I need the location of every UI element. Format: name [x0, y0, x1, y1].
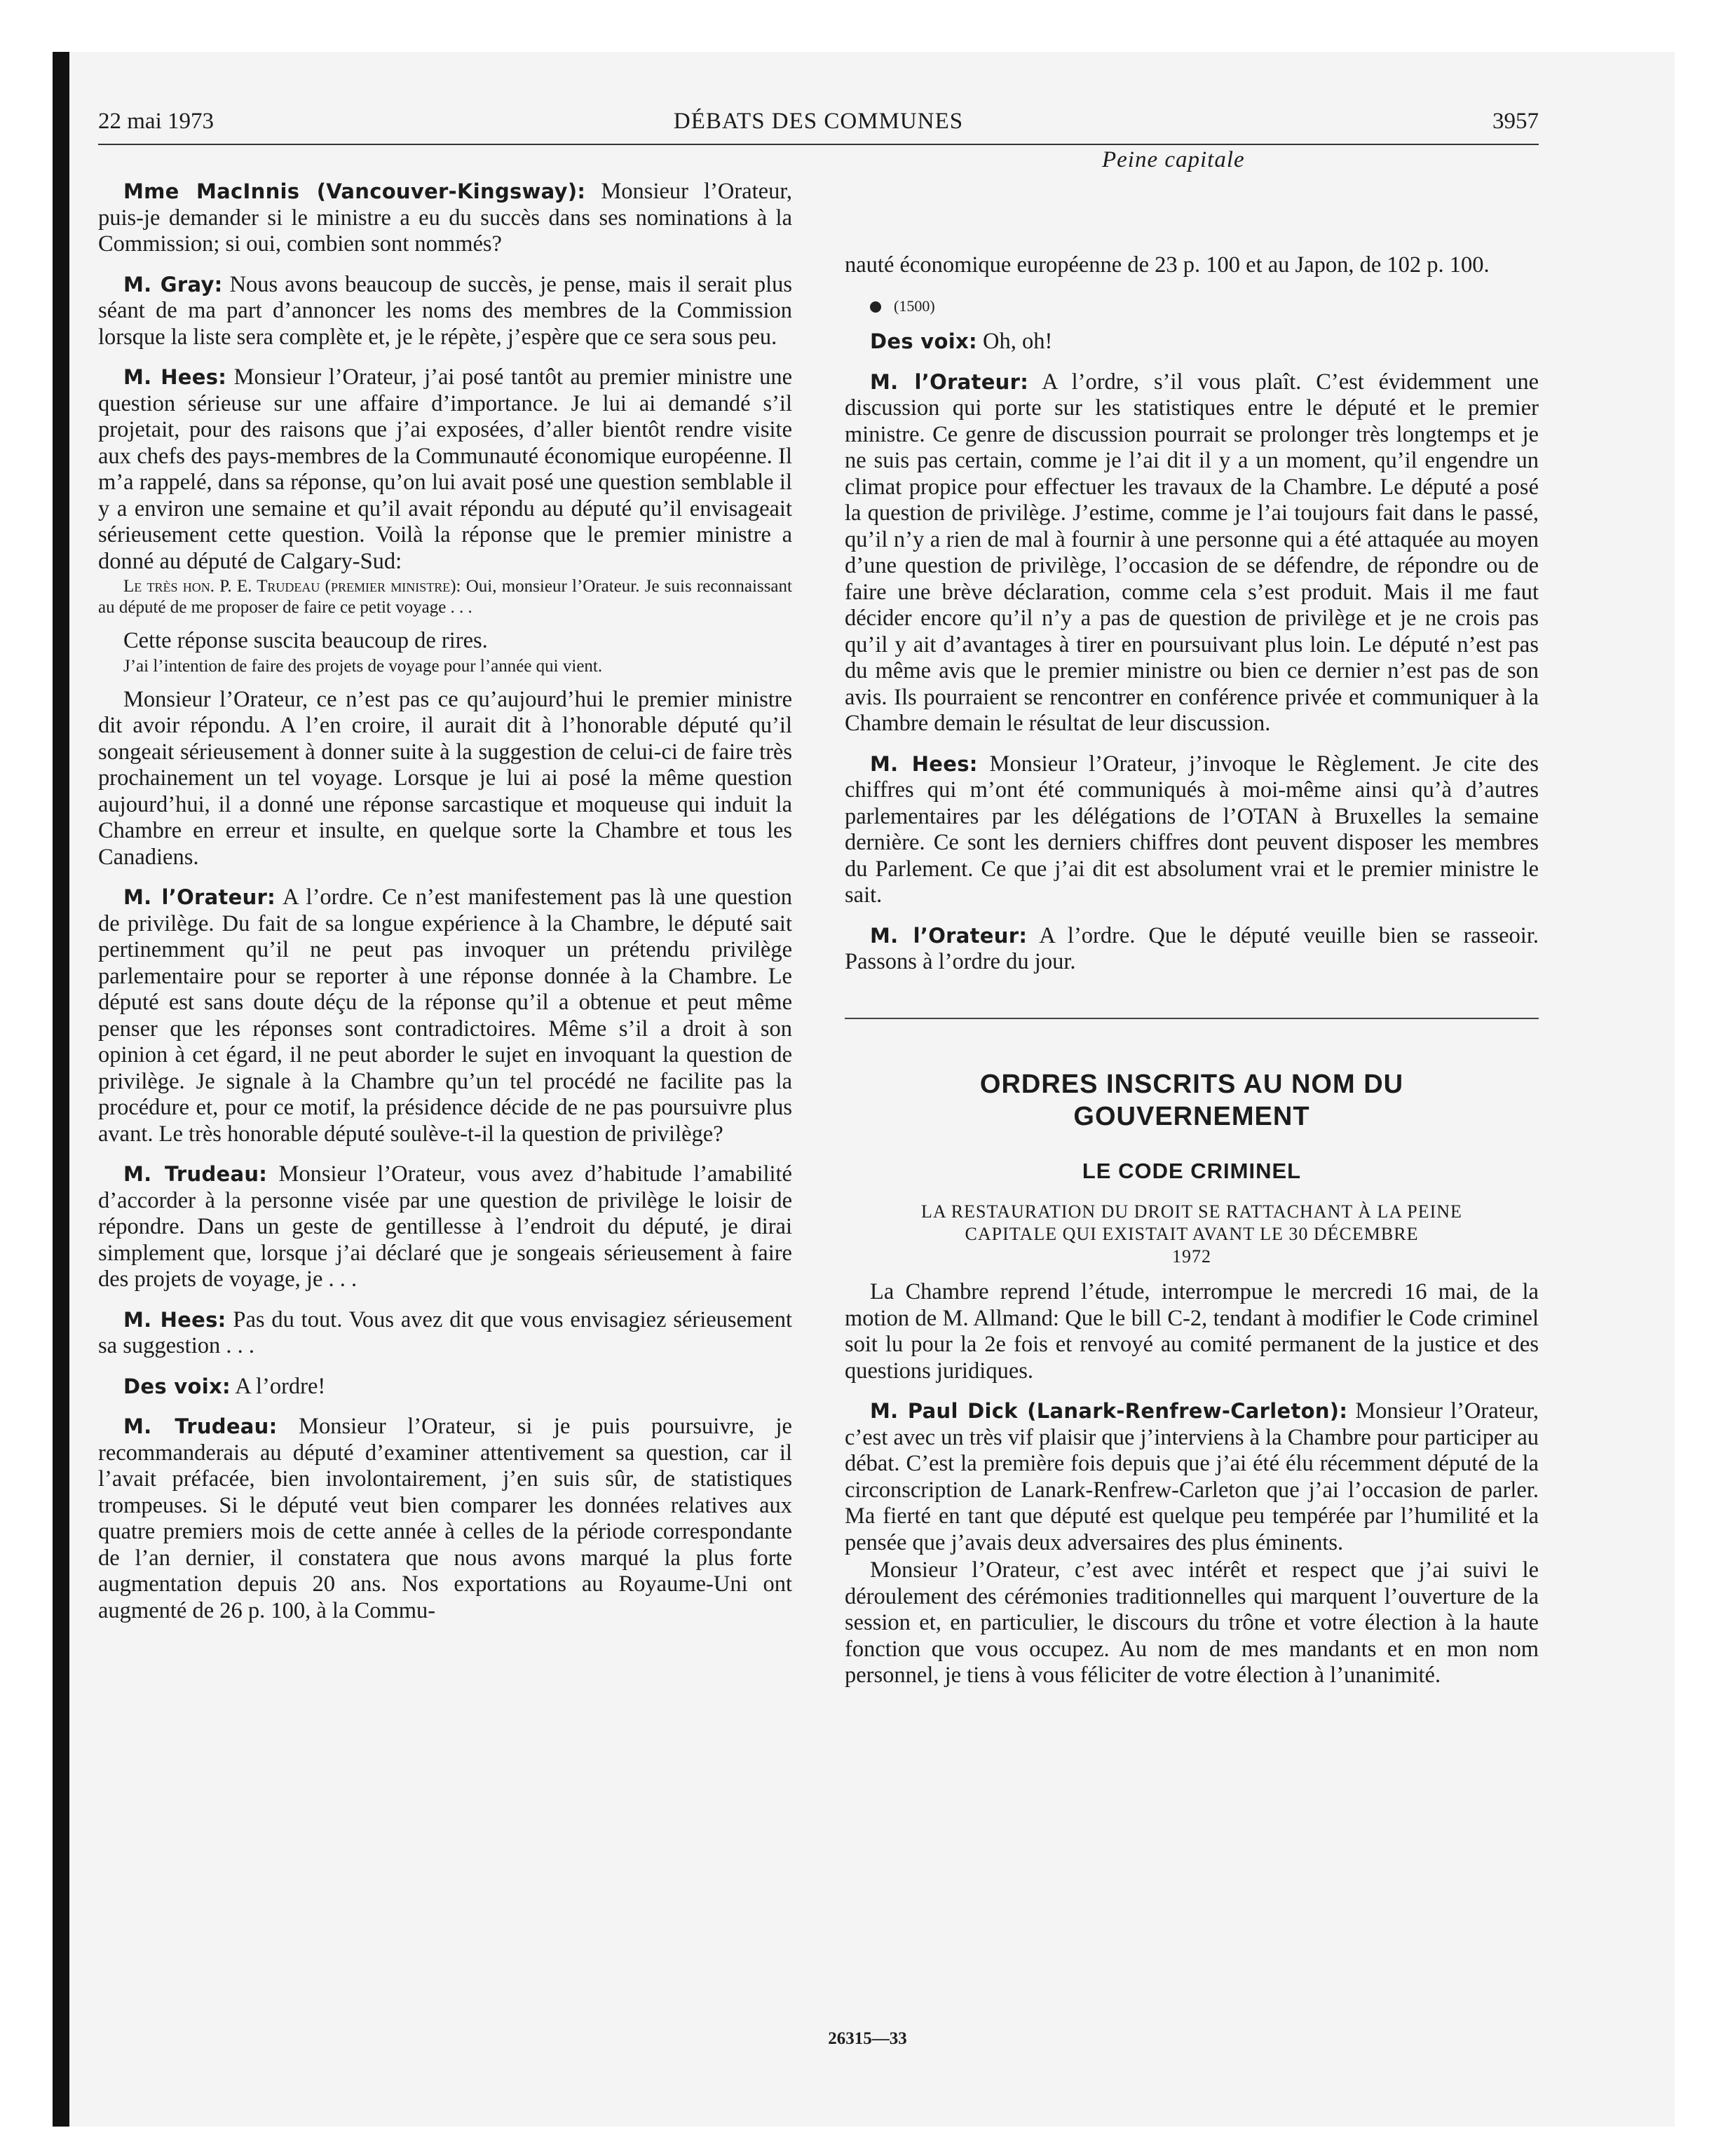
speaker-name: M. Hees: — [123, 365, 227, 389]
left-column — [98, 179, 792, 1638]
speech-text: Monsieur l’Orateur, puis-je demander si le ministre a eu du succès dans ses nominations à la Commission; si oui, combien sont nommés? — [98, 179, 792, 257]
speaker-name: M. Gray: — [123, 272, 223, 296]
speech-text: Monsieur l’Orateur, j’ai posé tantôt au premier ministre une question sérieuse sur une affaire d’importance. Je lui ai demandé s’il projetait, pour des raisons que j’ai exposées, d’aller bientôt rendre visite aux chefs des pays-membres de la Communauté économique européenne. Il m’a rappelé, dans sa réponse, qu’on lui avait posé une question semblable il y a environ une semaine et qu’il avait répondu au député qu’il envisageait sérieusement cette question. Voilà la réponse que le premier ministre a donné au député de Calgary-Sud: — [98, 364, 792, 574]
time-text: (1500) — [894, 296, 935, 315]
speaker-name: Des voix: — [870, 329, 977, 353]
speech-text: A l’ordre. Que le député veuille bien se rasseoir. Passons à l’ordre du jour. — [845, 922, 1539, 974]
page-header — [98, 109, 1539, 142]
paragraph: Cette réponse suscita beaucoup de rires. — [123, 628, 488, 653]
speech-text: Monsieur l’Orateur, vous avez d’habitude l’amabilité d’accorder à la personne visée par une question de privilège le loisir de répondre. Dans un geste de gentillesse à l’endroit du député, je dirai simplement que, lorsque j’ai déclaré que je songeais sérieusement à faire des projets de voyage, je . . . — [98, 1161, 792, 1292]
bullet-icon — [870, 301, 881, 313]
scan-edge — [53, 52, 69, 2127]
paragraph — [98, 1374, 792, 1400]
subsection-heading: LE CODE CRIMINEL — [1082, 1158, 1302, 1183]
speaker-name: Mme MacInnis (Vancouver-Kingsway): — [123, 179, 586, 203]
speech-text: Nous avons beaucoup de succès, je pense, mais il serait plus séant de ma part d’annoncer les noms des membres de la Commission lorsque la liste sera complète et, je le répète, j’espère que ce sera sous peu. — [98, 271, 792, 350]
speaker-name: M. Paul Dick (Lanark-Renfrew-Carleton): — [870, 1399, 1348, 1423]
paragraph: Monsieur l’Orateur, ce n’est pas ce qu’aujourd’hui le premier ministre dit avoir répondu. A l’en croire, il aurait dit à l’honorable député qu’il songeait sérieusement à donner suite à la suggestion de celui-ci de faire très prochainement un tel voyage. Lorsque je lui ai posé la même question aujourd’hui, il a donné une réponse sarcastique et moqueuse qui induit la Chambre en erreur et insulte, en quelque sorte la Chambre et tous les Canadiens. — [98, 686, 792, 870]
paragraph — [845, 1398, 1539, 1556]
paragraph: nauté économique européenne de 23 p. 100 et au Japon, de 102 p. 100. — [845, 252, 1490, 278]
speaker-name: M. l’Orateur: — [870, 923, 1028, 948]
page-footer-code: 26315—33 — [828, 2029, 907, 2048]
speaker-name: M. Trudeau: — [123, 1162, 268, 1186]
paragraph — [98, 179, 792, 258]
paragraph — [845, 751, 1539, 909]
section-rule — [845, 1018, 1539, 1019]
speaker-name: Des voix: — [123, 1374, 231, 1398]
speech-text: A l’ordre! — [230, 1373, 326, 1399]
paragraph: Monsieur l’Orateur, c’est avec intérêt et respect que j’ai suivi le déroulement des cérémonies traditionnelles qui marquent l’ouverture de la session et, en particulier, le discours du trône et votre élection à la haute fonction que vous occupez. Au nom de mes mandants et en mon nom personnel, je tiens à vous féliciter de votre élection à l’unanimité. — [845, 1557, 1539, 1688]
speech-text: Monsieur l’Orateur, j’invoque le Règlement. Je cite des chiffres qui m’ont été communiqués à moi-même ainsi qu’à d’autres parlementaires par les délégations de l’OTAN à Bruxelles la semaine dernière. Ce sont les derniers chiffres dont peuvent disposer les membres du Parlement. Ce que j’ai dit est absolument vrai et le premier ministre le sait. — [845, 751, 1539, 908]
paragraph — [845, 329, 1539, 355]
header-page-number: 3957 — [1492, 109, 1539, 134]
speaker-name: M. l’Orateur: — [870, 369, 1029, 394]
paragraph: La Chambre reprend l’étude, interrompue le mercredi 16 mai, de la motion de M. Allmand: Que le bill C-2, tendant à modifier le Code criminel soit lu pour la 2e fois et renvoyé au comité permanent de la justice et des questions juridiques. — [845, 1279, 1539, 1384]
quotation — [98, 576, 792, 618]
header-rule — [98, 144, 1539, 145]
paragraph — [98, 1414, 792, 1624]
header-title: DÉBATS DES COMMUNES — [673, 109, 964, 134]
paragraph — [98, 272, 792, 351]
quoted-speaker: Le très hon. P. E. Trudeau (premier ministre): — [123, 577, 461, 596]
paragraph — [98, 1161, 792, 1293]
quotation: J’ai l’intention de faire des projets de voyage pour l’année qui vient. — [123, 656, 603, 676]
paragraph — [98, 364, 792, 575]
header-date: 22 mai 1973 — [98, 109, 214, 134]
speech-text: A l’ordre, s’il vous plaît. C’est évidemment une discussion qui porte sur les statistiques entre le député et le premier ministre. Ce genre de discussion pourrait se prolonger très longtemps et je ne suis pas certain, comme je l’ai dit il y a un moment, qu’il engendre un climat propice pour effectuer les travaux de la Chambre. Le député a posé la question de privilège. J’estime, comme je l’ai toujours fait dans le passé, qu’il n’y a rien de mal à fournir à une personne qui a été attaquée au moyen d’une question de privilège, l’occasion de se défendre, de répondre ou de faire une brève déclaration, comme cela s’est produit. Mais il me faut décider encore qu’il n’y a pas de question de privilège et je ne crois pas qu’il y ait d’avantages à tirer en poursuivant plus loin. Le député n’est pas du même avis que le premier ministre ou bien ce dernier n’est pas de son avis. Ils pourraient se rencontrer en conférence privée et communiquer à la Chambre demain le résultat de leur discussion. — [845, 369, 1539, 736]
section-heading-line: ORDRES INSCRITS AU NOM DU — [979, 1069, 1404, 1099]
paragraph — [845, 369, 1539, 737]
right-column — [845, 252, 1539, 1703]
paragraph — [98, 885, 792, 1147]
paragraph — [845, 923, 1539, 976]
speaker-name: M. l’Orateur: — [123, 885, 276, 909]
speech-text: A l’ordre. Ce n’est manifestement pas là une question de privilège. Du fait de sa longue expérience à la Chambre, le député sait pertinemment qu’il ne peut pas invoquer un prétendu privilège parlementaire pour se reporter à une réponse donnée à la Chambre. Le député est sans doute déçu de la réponse qu’il a obtenue et peut même penser que les réponses sont contradictoires. Même s’il a droit à son opinion à cet égard, il ne peut aborder le sujet en invoquant la question de privilège. Je signale à la Chambre qu’un tel procédé ne facilite pas la procédure et, pour ce motif, la présidence décide de ne pas poursuivre plus avant. Le très honorable député soulève-t-il la question de privilège? — [98, 885, 792, 1147]
speaker-name: M. Hees: — [123, 1307, 226, 1332]
bill-heading-text: LA RESTAURATION DU DROIT SE RATTACHANT À LA PEINE CAPITALE QUI EXISTAIT AVANT LE 30 DÉCEMBRE — [921, 1201, 1462, 1244]
section-heading — [845, 1068, 1539, 1133]
speech-text: Pas du tout. Vous avez dit que vous envisagiez sérieusement sa suggestion . . . — [98, 1306, 792, 1358]
running-title: Peine capitale — [1102, 147, 1245, 172]
time-marker — [870, 293, 1539, 320]
speaker-name: M. Trudeau: — [123, 1414, 278, 1438]
bill-heading-year: 1972 — [1172, 1246, 1211, 1267]
bill-heading — [873, 1201, 1511, 1268]
speech-text: Monsieur l’Orateur, c’est avec un très vif plaisir que j’interviens à la Chambre pour participer au débat. C’est la première fois depuis que j’ai été élu récemment député de la circonscription de Lanark-Renfrew-Carleton que j’ai l’occasion de parler. Ma fierté en tant que député est quelque peu tempérée par l’humilité et la pensée que j’avais deux adversaires des plus éminents. — [845, 1398, 1539, 1555]
speech-text: Oh, oh! — [977, 329, 1053, 354]
speech-text: Monsieur l’Orateur, si je puis poursuivre, je recommanderais au député d’examiner attentivement sa question, car il l’avait préfacée, bien involontairement, j’en suis sûr, de statistiques trompeuses. Si le député veut bien comparer les données relatives aux quatre premiers mois de cette année à celles de la période correspondante de l’an dernier, il constatera que nous avons marqué la plus forte augmentation depuis 20 ans. Nos exportations au Royaume-Uni ont augmenté de 26 p. 100, à la Commu- — [98, 1414, 792, 1623]
speaker-name: M. Hees: — [870, 751, 978, 776]
section-heading-line: GOUVERNEMENT — [1073, 1101, 1310, 1131]
quoted-text: Oui, monsieur l’Orateur. Je suis reconnaissant au député de me proposer de faire ce petit voyage . . . — [98, 577, 792, 617]
paragraph — [98, 1307, 792, 1360]
